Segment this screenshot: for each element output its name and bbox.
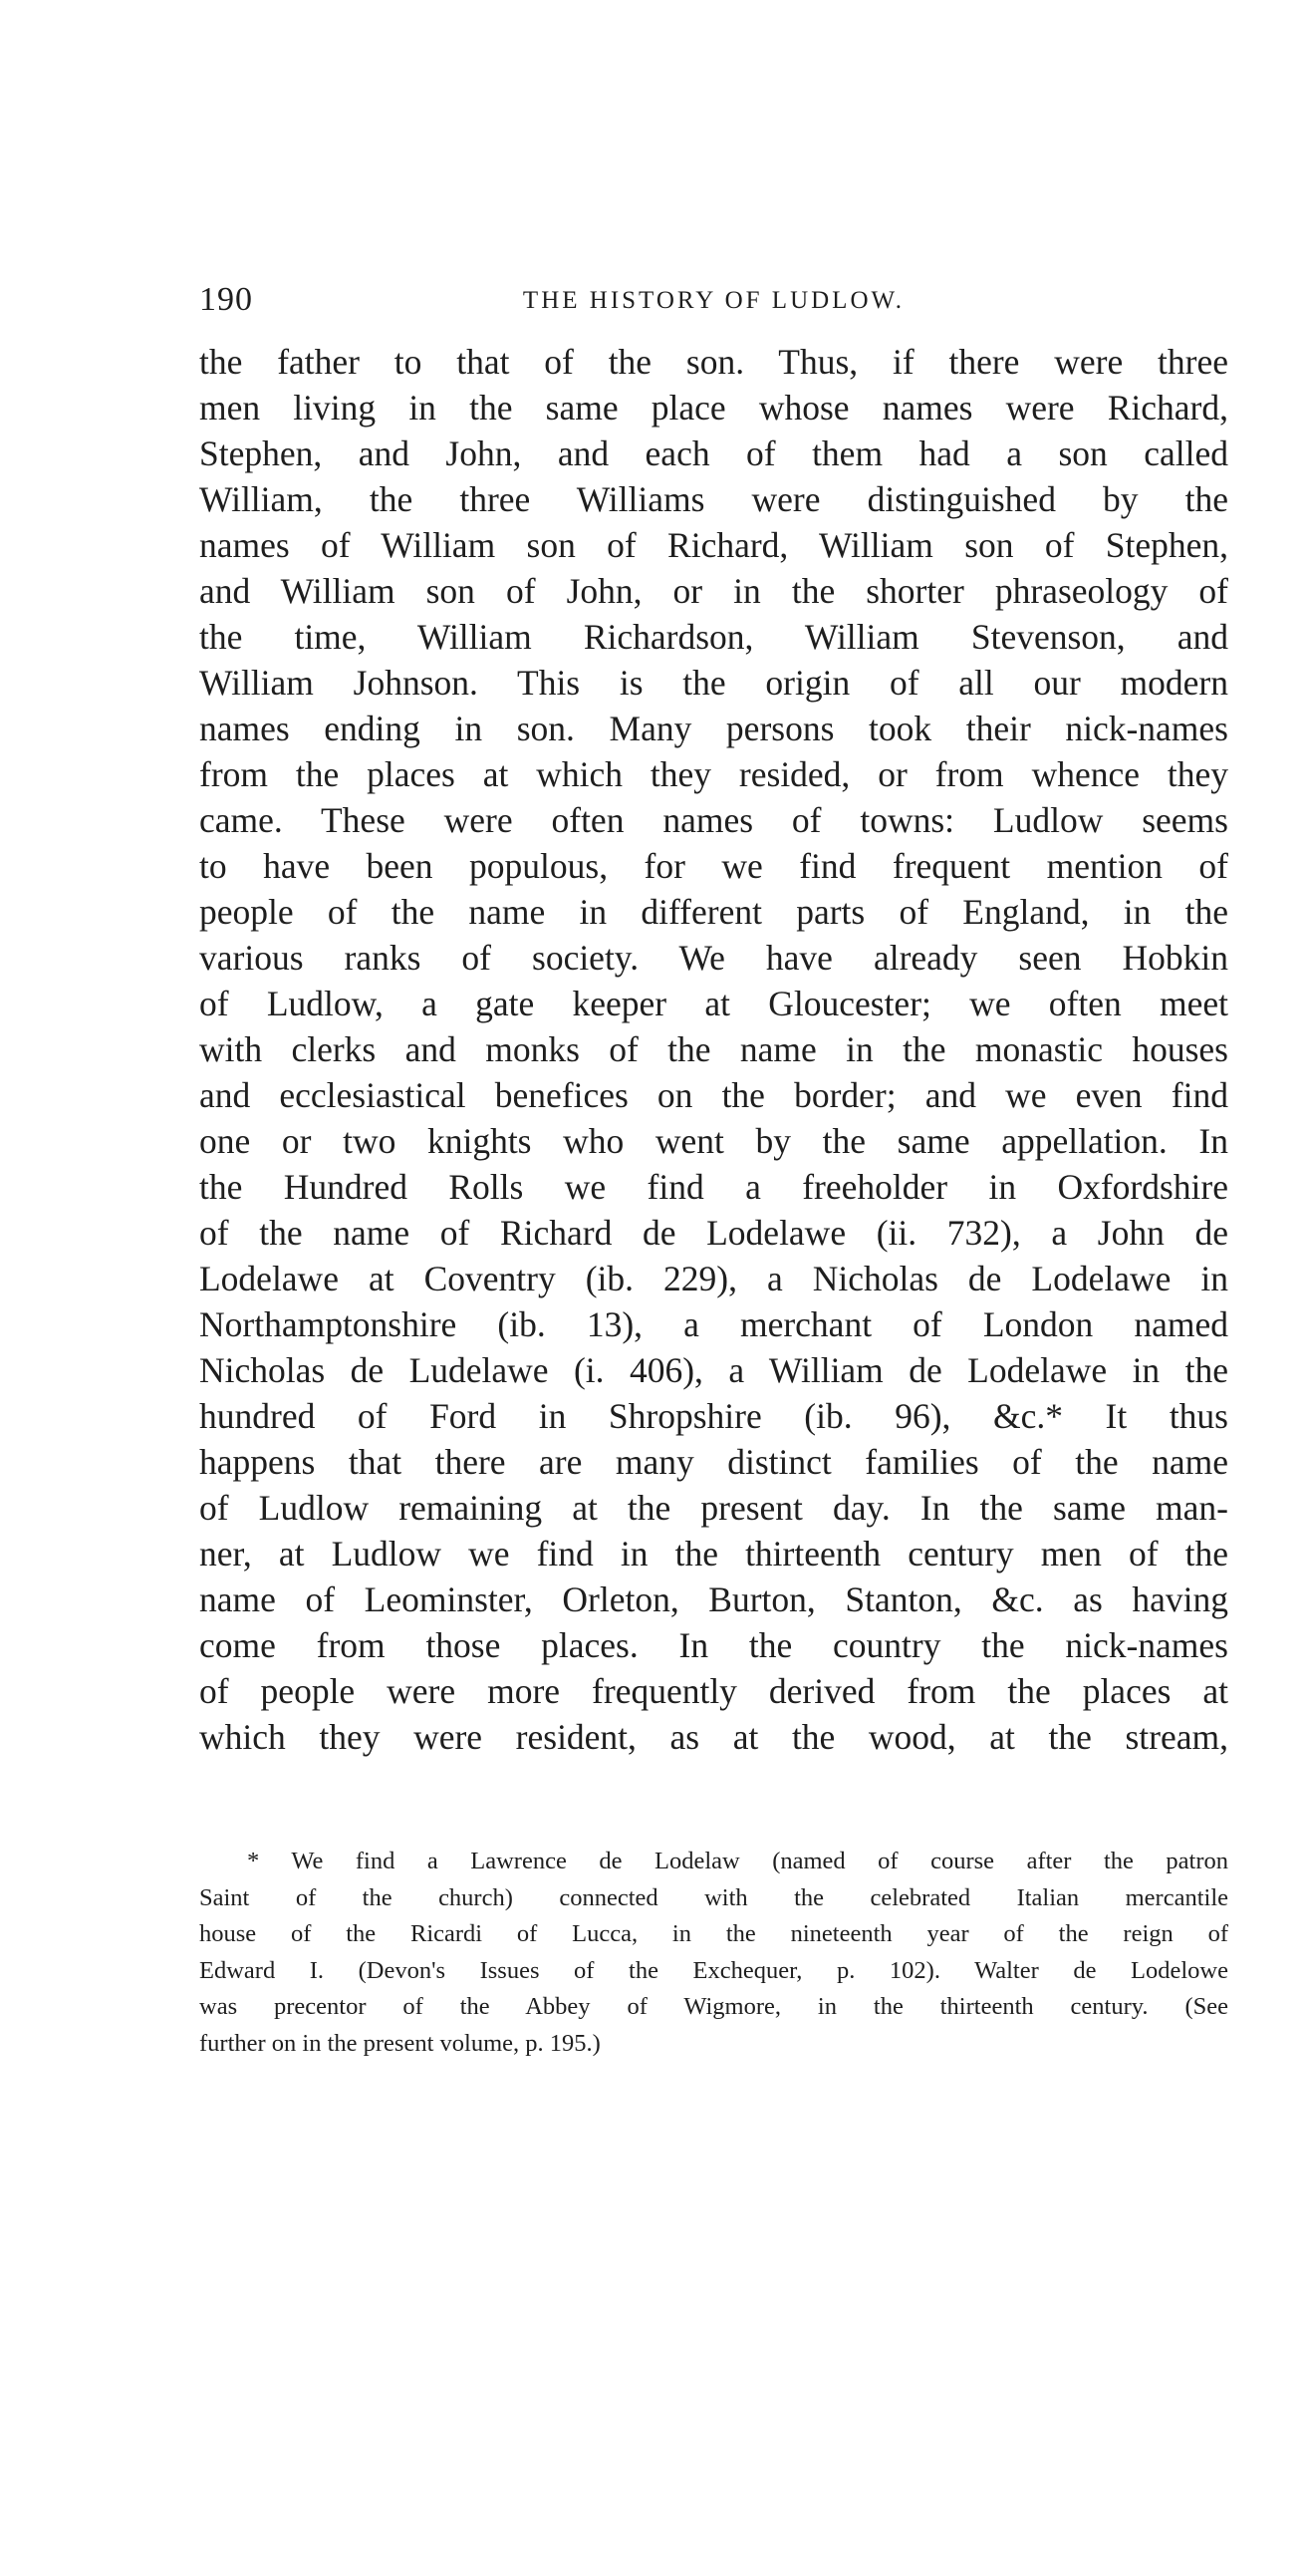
body-line: to have been populous, for we find frequent mention of (199, 846, 1228, 886)
body-line: and William son of John, or in the shorter phraseology of (199, 571, 1228, 611)
body-line: the time, William Richardson, William Stevenson, and (199, 617, 1228, 657)
body-line: William, the three Williams were distinguished by the (199, 479, 1228, 519)
body-line: came. These were often names of towns: Ludlow seems (199, 800, 1228, 840)
body-line: Nicholas de Ludelawe (i. 406), a William de Lodelawe in the (199, 1350, 1228, 1390)
page-header (199, 281, 1228, 325)
body-line: which they were resident, as at the wood, at the stream, (199, 1717, 1228, 1757)
body-line: come from those places. In the country the nick-names (199, 1625, 1228, 1665)
body-line: of Ludlow remaining at the present day. In the same man- (199, 1488, 1228, 1528)
body-line: William Johnson. This is the origin of all our modern (199, 663, 1228, 703)
body-line: one or two knights who went by the same appellation. In (199, 1121, 1228, 1161)
body-line: of people were more frequently derived from the places at (199, 1671, 1228, 1711)
body-text (199, 339, 1228, 1760)
running-title: THE HISTORY OF LUDLOW. (522, 287, 906, 314)
body-line: of the name of Richard de Lodelawe (ii. 732), a John de (199, 1213, 1228, 1253)
body-line: hundred of Ford in Shropshire (ib. 96), &c.* It thus (199, 1396, 1228, 1436)
body-line: various ranks of society. We have already seen Hobkin (199, 938, 1228, 978)
body-line: names ending in son. Many persons took their nick-names (199, 709, 1228, 748)
footnote-line: was precentor of the Abbey of Wigmore, in the thirteenth century. (See (199, 1993, 1228, 2020)
body-line: Stephen, and John, and each of them had a son called (199, 433, 1228, 473)
body-line: name of Leominster, Orleton, Burton, Stanton, &c. as having (199, 1579, 1228, 1619)
page-number: 190 (199, 281, 253, 318)
body-line: people of the name in different parts of England, in the (199, 892, 1228, 932)
body-line: the Hundred Rolls we find a freeholder in Oxfordshire (199, 1167, 1228, 1207)
footnote-line: further on in the present volume, p. 195.) (199, 2029, 601, 2057)
body-line: with clerks and monks of the name in the monastic houses (199, 1029, 1228, 1069)
body-line: Lodelawe at Coventry (ib. 229), a Nicholas de Lodelawe in (199, 1259, 1228, 1298)
body-line: men living in the same place whose names were Richard, (199, 388, 1228, 428)
footnote (199, 1844, 1228, 2062)
footnote-line: Saint of the church) connected with the celebrated Italian mercantile (199, 1883, 1228, 1911)
body-line: of Ludlow, a gate keeper at Gloucester; we often meet (199, 984, 1228, 1023)
body-line: happens that there are many distinct families of the name (199, 1442, 1228, 1482)
body-line: the father to that of the son. Thus, if there were three (199, 342, 1228, 382)
footnote-line: house of the Ricardi of Lucca, in the nineteenth year of the reign of (199, 1920, 1228, 1947)
body-line: and ecclesiastical benefices on the border; and we even find (199, 1075, 1228, 1115)
body-line: names of William son of Richard, William son of Stephen, (199, 525, 1228, 565)
footnote-line: * We find a Lawrence de Lodelaw (named of course after the patron (247, 1848, 1228, 1874)
body-line: from the places at which they resided, or from whence they (199, 754, 1228, 794)
footnote-line: Edward I. (Devon's Issues of the Exchequer, p. 102). Walter de Lodelowe (199, 1956, 1228, 1984)
body-line: ner, at Ludlow we find in the thirteenth century men of the (199, 1534, 1228, 1574)
body-line: Northamptonshire (ib. 13), a merchant of London named (199, 1304, 1228, 1344)
